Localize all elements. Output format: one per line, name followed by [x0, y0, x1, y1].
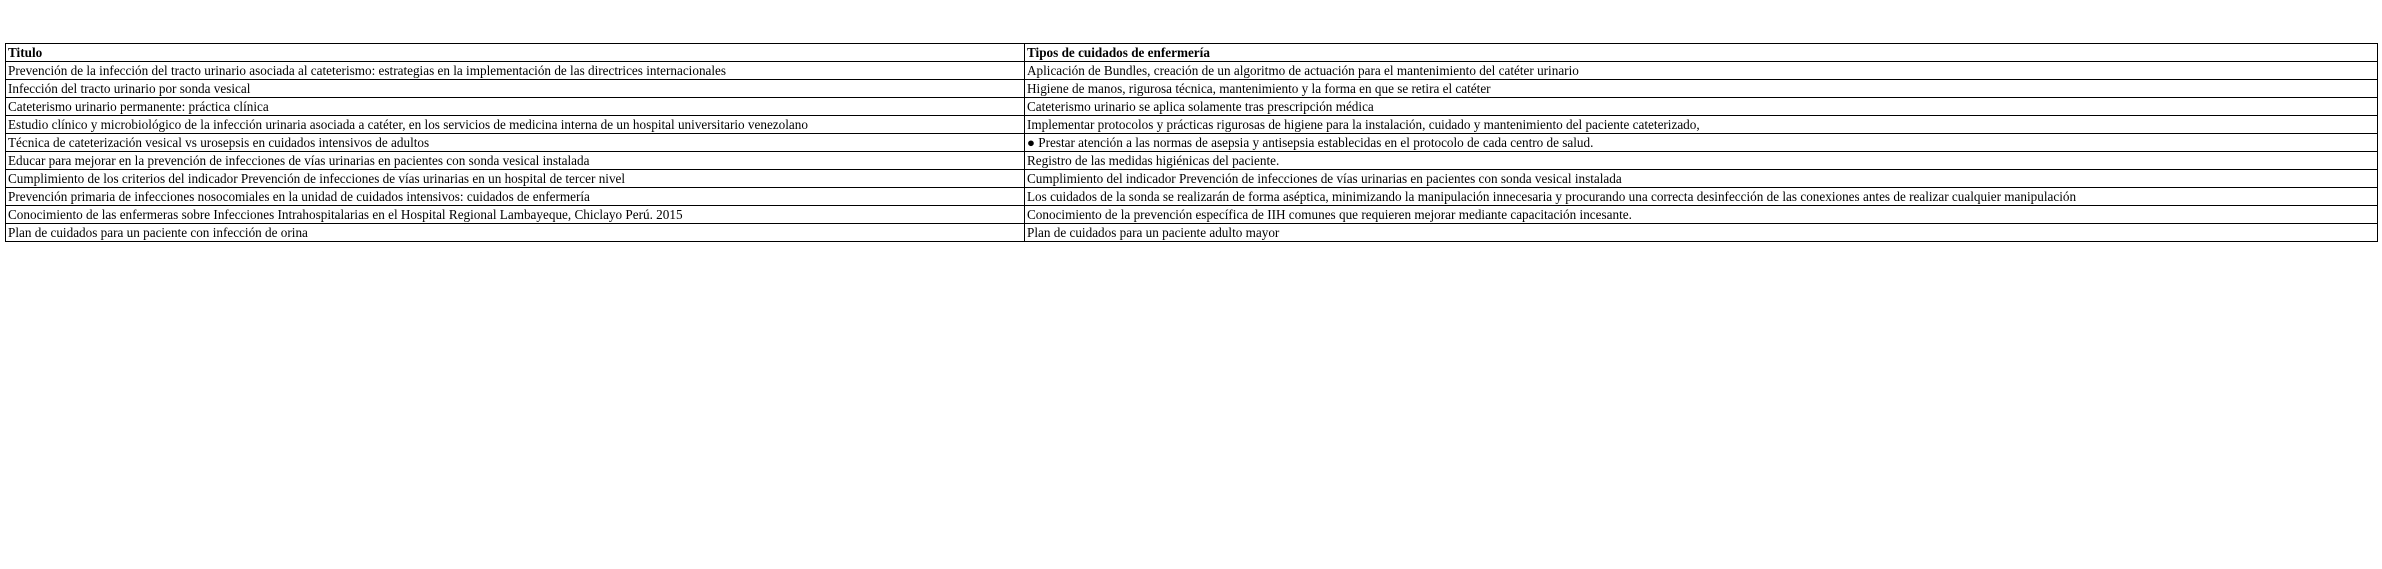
table-row — [6, 98, 2378, 116]
header-cell-title[interactable]: Titulo — [6, 44, 1025, 62]
table-row — [6, 62, 2378, 80]
spreadsheet-area — [5, 43, 2378, 242]
care-type-cell[interactable]: Aplicación de Bundles, creación de un algoritmo de actuación para el mantenimiento del catéter urinario — [1025, 62, 2378, 80]
care-type-cell[interactable]: ● Prestar atención a las normas de asepsia y antisepsia establecidas en el protocolo de cada centro de salud. — [1025, 134, 2378, 152]
table-row — [6, 152, 2378, 170]
care-type-cell[interactable]: Cateterismo urinario se aplica solamente tras prescripción médica — [1025, 98, 2378, 116]
table-row — [6, 80, 2378, 98]
title-cell[interactable]: Infección del tracto urinario por sonda vesical — [6, 80, 1025, 98]
table-row — [6, 134, 2378, 152]
title-cell[interactable]: Cumplimiento de los criterios del indicador Prevención de infecciones de vías urinarias en un hospital de tercer nivel — [6, 170, 1025, 188]
header-row — [6, 44, 2378, 62]
care-type-cell[interactable]: Implementar protocolos y prácticas rigurosas de higiene para la instalación, cuidado y mantenimiento del paciente cateterizado, — [1025, 116, 2378, 134]
table-body — [6, 62, 2378, 242]
table-row — [6, 188, 2378, 206]
care-type-cell[interactable]: Conocimiento de la prevención específica de IIH comunes que requieren mejorar mediante capacitación incesante. — [1025, 206, 2378, 224]
title-cell[interactable]: Prevención primaria de infecciones nosocomiales en la unidad de cuidados intensivos: cuidados de enfermería — [6, 188, 1025, 206]
title-cell[interactable]: Estudio clínico y microbiológico de la infección urinaria asociada a catéter, en los servicios de medicina interna de un hospital universitario venezolano — [6, 116, 1025, 134]
care-type-cell[interactable]: Cumplimiento del indicador Prevención de infecciones de vías urinarias en pacientes con sonda vesical instalada — [1025, 170, 2378, 188]
care-type-cell[interactable]: Los cuidados de la sonda se realizarán de forma aséptica, minimizando la manipulación innecesaria y procurando una correcta desinfección de las conexiones antes de realizar cualquier manipulación — [1025, 188, 2378, 206]
title-cell[interactable]: Cateterismo urinario permanente: práctica clínica — [6, 98, 1025, 116]
header-cell-care-types[interactable]: Tipos de cuidados de enfermería — [1025, 44, 2378, 62]
table-row — [6, 116, 2378, 134]
title-cell[interactable]: Prevención de la infección del tracto urinario asociada al cateterismo: estrategias en la implementación de las directrices internacionales — [6, 62, 1025, 80]
care-type-cell[interactable]: Registro de las medidas higiénicas del paciente. — [1025, 152, 2378, 170]
nursing-care-table — [5, 43, 2378, 242]
title-cell[interactable]: Técnica de cateterización vesical vs urosepsis en cuidados intensivos de adultos — [6, 134, 1025, 152]
table-row — [6, 224, 2378, 242]
care-type-cell[interactable]: Higiene de manos, rigurosa técnica, mantenimiento y la forma en que se retira el catéter — [1025, 80, 2378, 98]
title-cell[interactable]: Plan de cuidados para un paciente con infección de orina — [6, 224, 1025, 242]
title-cell[interactable]: Educar para mejorar en la prevención de infecciones de vías urinarias en pacientes con sonda vesical instalada — [6, 152, 1025, 170]
title-cell[interactable]: Conocimiento de las enfermeras sobre Infecciones Intrahospitalarias en el Hospital Regional Lambayeque, Chiclayo Perú. 2015 — [6, 206, 1025, 224]
table-row — [6, 170, 2378, 188]
table-row — [6, 206, 2378, 224]
care-type-cell[interactable]: Plan de cuidados para un paciente adulto mayor — [1025, 224, 2378, 242]
